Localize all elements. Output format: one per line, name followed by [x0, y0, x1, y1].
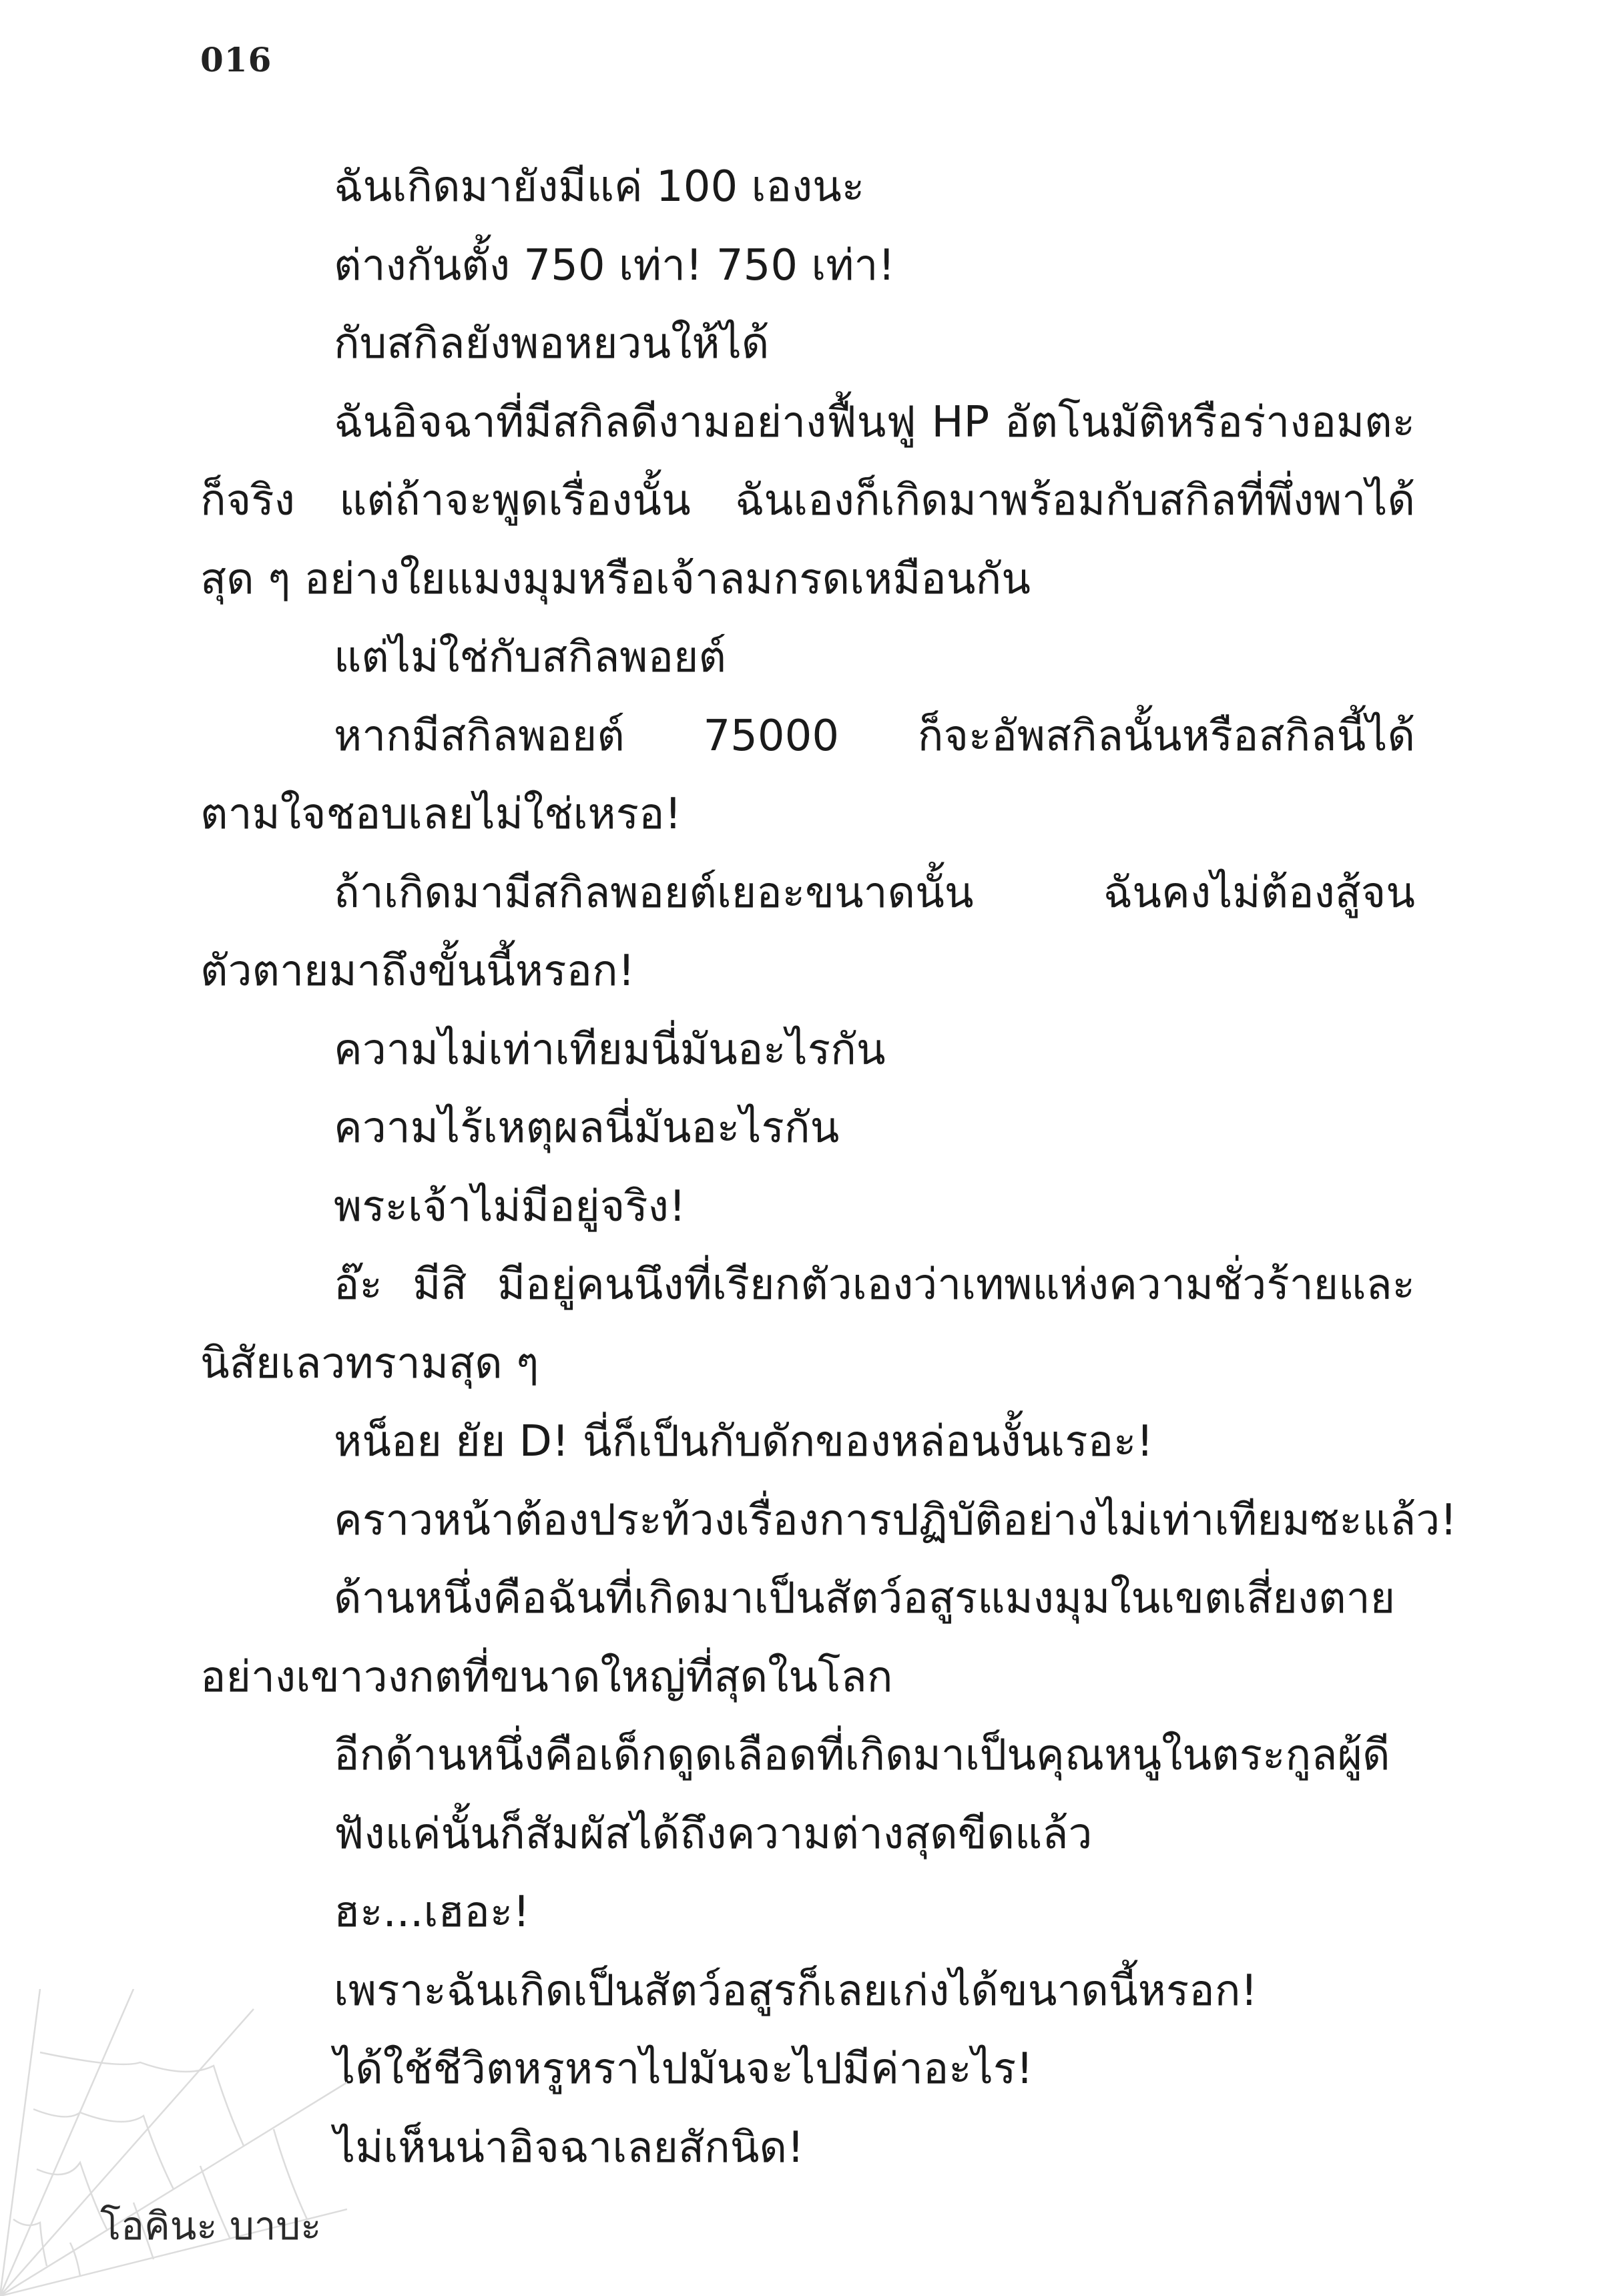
text-line: คราวหน้าต้องประท้วงเรื่องการปฏิบัติอย่างไม่เท่าเทียมซะแล้ว! [334, 1495, 1457, 1545]
text-line: ก็จริง แต่ถ้าจะพูดเรื่องนั้น ฉันเองก็เกิดมาพร้อมกับสกิลที่พึ่งพาได้ [200, 476, 1415, 525]
text-line: ด้านหนึ่งคือฉันที่เกิดมาเป็นสัตว์อสูรแมงมุมในเขตเสี่ยงตาย [334, 1574, 1396, 1623]
text-line: ตัวตายมาถึงขั้นนี้หรอก! [200, 946, 635, 996]
text-line: นิสัยเลวทรามสุด ๆ [200, 1338, 539, 1388]
text-line: ได้ใช้ชีวิตหรูหราไปมันจะไปมีค่าอะไร! [334, 2044, 1033, 2094]
text-line: ต่างกันตั้ง 750 เท่า! 750 เท่า! [334, 240, 896, 290]
text-line: เพราะฉันเกิดเป็นสัตว์อสูรก็เลยเก่งได้ขนาดนี้หรอก! [334, 1966, 1258, 2016]
page-number: 016 [200, 40, 272, 79]
text-line: พระเจ้าไม่มีอยู่จริง! [334, 1181, 686, 1231]
text-line: ฉันเกิดมายังมีแค่ 100 เองนะ [334, 162, 865, 212]
text-line: ความไม่เท่าเทียมนี่มันอะไรกัน [334, 1025, 886, 1075]
text-line: หน็อย ยัย D! นี่ก็เป็นกับดักของหล่อนงั้นเรอะ! [334, 1417, 1154, 1466]
text-line: ความไร้เหตุผลนี่มันอะไรกัน [334, 1103, 840, 1153]
text-line: อ๊ะ มีสิ มีอยู่คนนึงที่เรียกตัวเองว่าเทพแห่งความชั่วร้ายและ [334, 1260, 1415, 1310]
text-line: แต่ไม่ใช่กับสกิลพอยต์ [334, 633, 726, 682]
text-line: ฟังแค่นั้นก็สัมผัสได้ถึงความต่างสุดขีดแล้ว [334, 1809, 1093, 1859]
text-line: กับสกิลยังพอหยวนให้ได้ [334, 319, 770, 368]
text-line: อย่างเขาวงกตที่ขนาดใหญ่ที่สุดในโลก [200, 1652, 893, 1702]
text-line: อีกด้านหนึ่งคือเด็กดูดเลือดที่เกิดมาเป็นคุณหนูในตระกูลผู้ดี [334, 1731, 1390, 1780]
text-line: สุด ๆ อย่างใยแมงมุมหรือเจ้าลมกรดเหมือนกัน [200, 554, 1031, 604]
author-name: โอคินะ บาบะ [100, 2203, 322, 2249]
text-line: ตามใจชอบเลยไม่ใช่เหรอ! [200, 790, 682, 839]
text-line: ฮะ...เฮอะ! [334, 1888, 530, 1937]
text-line: ถ้าเกิดมามีสกิลพอยต์เยอะขนาดนั้น ฉันคงไม่ต้องสู้จน [334, 868, 1415, 918]
text-line: หากมีสกิลพอยต์ 75000 ก็จะอัพสกิลนั้นหรือสกิลนี้ได้ [334, 711, 1415, 761]
text-line: ไม่เห็นน่าอิจฉาเลยสักนิด! [334, 2122, 804, 2173]
text-line: ฉันอิจฉาที่มีสกิลดีงามอย่างฟื้นฟู HP อัตโนมัติหรือร่างอมตะ [334, 397, 1415, 447]
body-text [200, 148, 1457, 2187]
